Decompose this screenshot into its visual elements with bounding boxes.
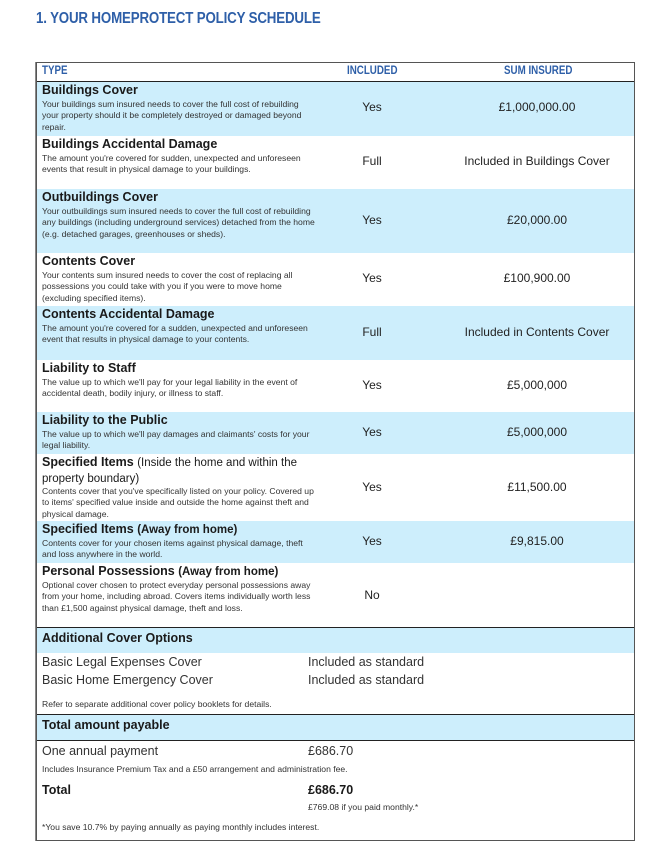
cover-description: The value up to which we'll pay damages and claimants' costs for your legal liability. [42,429,310,451]
cover-name: Buildings Cover [42,83,138,97]
table-row [37,360,634,412]
table-header [37,63,634,82]
cover-sum-insured: Included in Buildings Cover [464,154,610,168]
cover-included: Yes [362,425,382,439]
cover-included: No [364,588,380,602]
additional-item-label: Basic Home Emergency Cover [42,673,213,687]
total-label: Total [42,783,71,797]
cover-name: Specified Items (Inside the home and within the property boundary) [42,455,298,485]
footnote: *You save 10.7% by paying annually as paying monthly includes interest. [42,822,320,832]
table-row [37,136,634,189]
total-heading: Total amount payable [37,715,634,740]
cover-name: Personal Possessions (Away from home) [42,564,279,578]
cover-included: Yes [362,378,382,392]
policy-schedule-table [36,62,635,841]
cover-sum-insured: £1,000,000.00 [498,100,576,114]
table-row [37,82,634,136]
cover-sum-insured: £5,000,000 [506,378,568,392]
additional-cover-heading: Additional Cover Options [37,628,634,653]
cover-included: Yes [362,100,382,114]
includes-note: Includes Insurance Premium Tax and a £50 arrangement and administration fee. [42,764,348,774]
cover-sum-insured: £9,815.00 [510,534,564,548]
cover-description: The amount you're covered for a sudden, unexpected and unforeseen event that results in physical damage to your contents. [42,323,308,345]
cover-name: Contents Cover [42,254,136,268]
divider [37,740,634,741]
annual-payment-value: £686.70 [308,744,354,758]
cover-name: Buildings Accidental Damage [42,137,218,151]
cover-included: Yes [362,213,382,227]
table-row [37,454,634,521]
cover-included: Yes [362,271,382,285]
table-row [37,412,634,454]
cover-included: Full [362,154,382,168]
cover-included: Yes [362,480,382,494]
header-included: INCLUDED [347,65,398,77]
cover-description: Optional cover chosen to protect everyday personal possessions away from your home, including abroad. Covers items individually worth less than £1,500 against physical damage, theft and loss. [42,580,311,613]
cover-sum-insured: £20,000.00 [506,213,568,227]
cover-name: Specified Items (Away from home) [42,522,238,536]
cover-name: Liability to the Public [42,413,168,427]
cover-sum-insured: £100,900.00 [503,271,571,285]
additional-note: Refer to separate additional cover policy booklets for details. [42,699,272,709]
header-type: TYPE [42,65,68,77]
table-row [37,521,634,563]
cover-included: Yes [362,534,382,548]
monthly-note: £769.08 if you paid monthly.* [308,802,419,812]
cover-sum-insured: £11,500.00 [507,480,567,494]
total-value: £686.70 [308,783,354,797]
cover-name: Contents Accidental Damage [42,307,215,321]
cover-description: Your contents sum insured needs to cover the cost of replacing all possessions you could take with you if you were to move home (excluding specified items). [42,270,293,303]
cover-name: Liability to Staff [42,361,136,375]
cover-sum-insured: £5,000,000 [506,425,568,439]
header-sum-insured: SUM INSURED [504,65,573,77]
additional-item-label: Basic Legal Expenses Cover [42,655,202,669]
table-row [37,253,634,306]
annual-payment-label: One annual payment [42,744,159,758]
cover-description: The value up to which we'll pay for your legal liability in the event of accidental death, bodily injury, or illness to staff. [42,377,298,399]
cover-included: Full [362,325,382,339]
cover-description: Contents cover that you've specifically listed on your policy. Covered up to items' specified value inside and outside the home against theft and physical damage. [42,486,314,519]
additional-item-value: Included as standard [308,673,425,687]
additional-item-value: Included as standard [308,655,425,669]
page-title: 1. YOUR HOMEPROTECT POLICY SCHEDULE [36,10,321,27]
cover-description: Contents cover for your chosen items against physical damage, theft and loss anywhere in the world. [42,538,303,560]
table-row [37,189,634,253]
cover-name: Outbuildings Cover [42,190,158,204]
table-row [37,306,634,360]
cover-description: Your buildings sum insured needs to cover the full cost of rebuilding your property should it be completely destroyed or damaged beyond repair. [42,99,302,132]
cover-description: The amount you're covered for sudden, unexpected and unforeseen events that result in physical damage to your buildings. [42,153,301,175]
cover-description: Your outbuildings sum insured needs to cover the full cost of rebuilding any buildings (including underground services) detached from the home (e.g. detached garages, greenhouses or sheds). [42,206,315,239]
cover-sum-insured: Included in Contents Cover [464,325,610,339]
table-row [37,563,634,627]
